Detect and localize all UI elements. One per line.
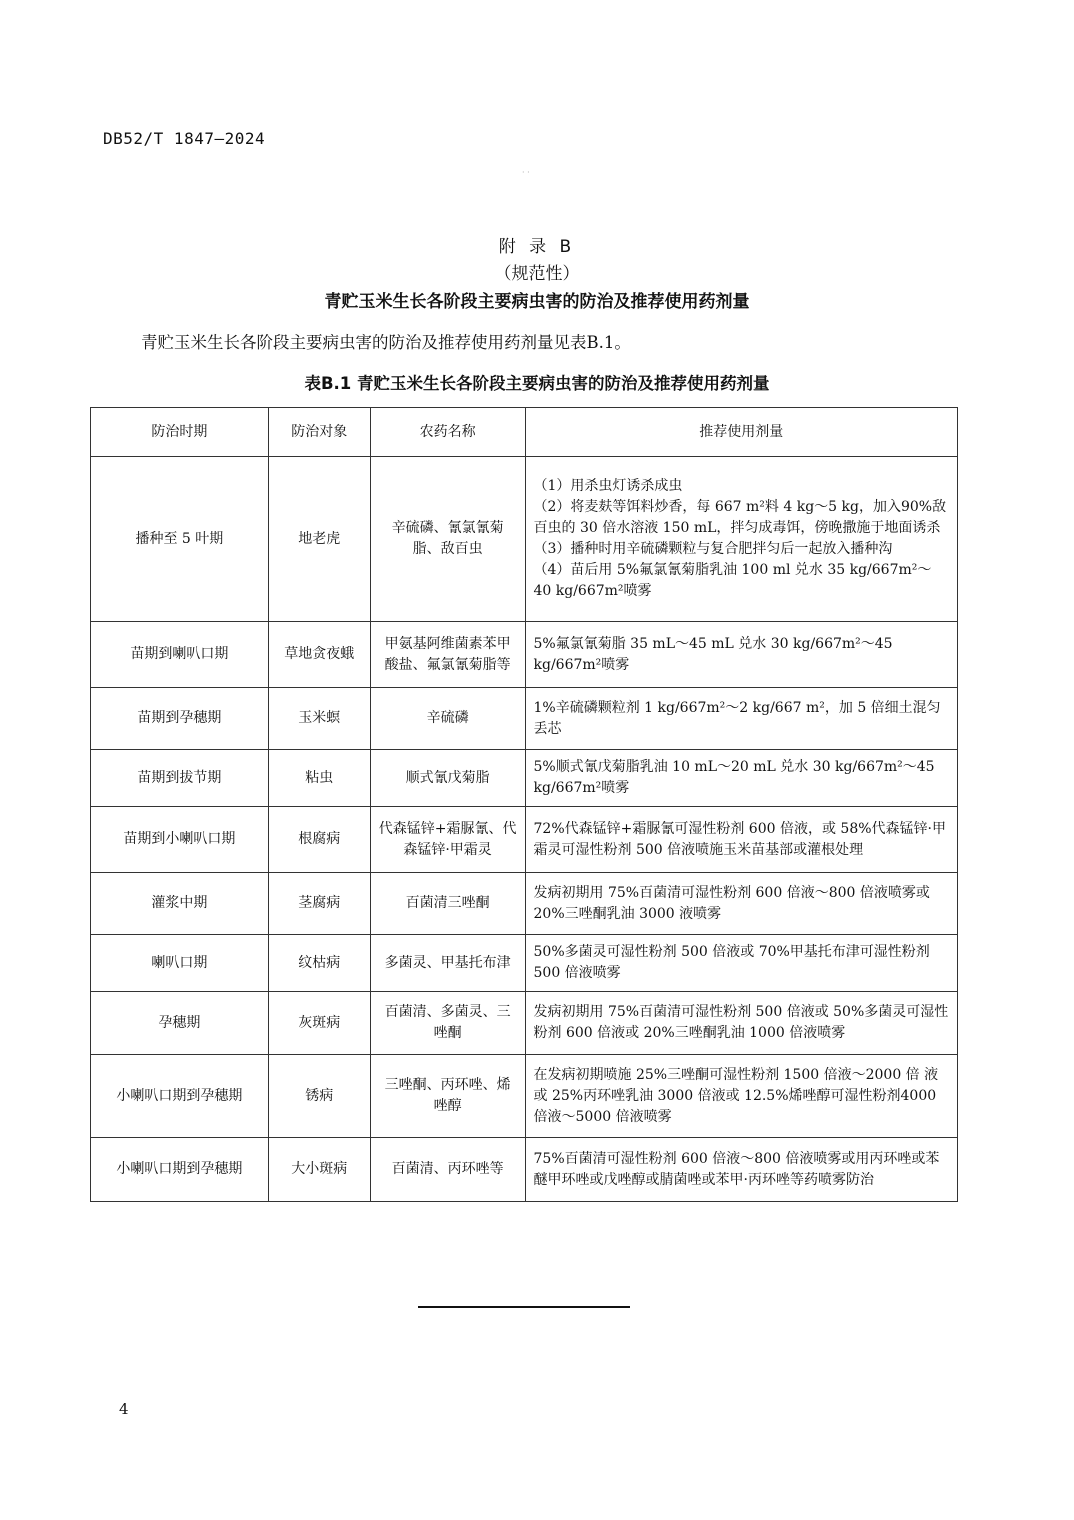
cell-period: 喇叭口期	[91, 935, 269, 992]
table-row	[91, 873, 958, 935]
table-row	[91, 750, 958, 807]
end-line	[418, 1306, 630, 1308]
cell-pesticide: 甲氨基阿维菌素苯甲酸盐、氟氯氰菊脂等	[370, 622, 525, 688]
table-header-row	[91, 408, 958, 457]
cell-pesticide: 百菌清三唑酮	[370, 873, 525, 935]
dose-line: （2）将麦麸等饵料炒香，每 667 m²料 4 kg～5 kg，加入90%敌百虫的 30 倍水溶液 150 mL，拌匀成毒饵，傍晚撒施于地面诱杀	[533, 499, 947, 536]
dose-line: 50%多菌灵可湿性粉剂 500 倍液或 70%甲基托布津可湿性粉剂 500 倍液喷雾	[533, 944, 930, 981]
cell-dose	[525, 688, 958, 750]
cell-target: 大小斑病	[268, 1138, 370, 1202]
cell-dose	[525, 873, 958, 935]
table-row	[91, 935, 958, 992]
cell-period: 苗期到孕穗期	[91, 688, 269, 750]
cell-pesticide: 百菌清、丙环唑等	[370, 1138, 525, 1202]
header-mark: · ·	[522, 168, 530, 177]
cell-target: 草地贪夜蛾	[268, 622, 370, 688]
page-number: 4	[119, 1400, 129, 1418]
dose-line: （1）用杀虫灯诱杀成虫	[533, 478, 683, 494]
standard-code: DB52/T 1847—2024	[103, 129, 266, 148]
intro-paragraph: 青贮玉米生长各阶段主要病虫害的防治及推荐使用药剂量见表B.1。	[141, 333, 631, 352]
cell-dose	[525, 1055, 958, 1138]
cell-pesticide: 辛硫磷	[370, 688, 525, 750]
cell-pesticide: 顺式氰戊菊脂	[370, 750, 525, 807]
cell-target: 锈病	[268, 1055, 370, 1138]
table-row	[91, 1138, 958, 1202]
dose-line: 75%百菌清可湿性粉剂 600 倍液～800 倍液喷雾或用丙环唑或苯醚甲环唑或戊唑醇或腈菌唑或苯甲·丙环唑等药喷雾防治	[533, 1150, 940, 1188]
header-pesticide: 农药名称	[370, 408, 525, 457]
cell-period: 播种至 5 叶期	[91, 457, 269, 622]
cell-period: 小喇叭口期到孕穗期	[91, 1138, 269, 1202]
header-dose: 推荐使用剂量	[525, 408, 958, 457]
cell-pesticide: 三唑酮、丙环唑、烯唑醇	[370, 1055, 525, 1138]
cell-period: 孕穗期	[91, 992, 269, 1055]
cell-target: 根腐病	[268, 807, 370, 873]
cell-dose	[525, 1138, 958, 1202]
cell-dose	[525, 807, 958, 873]
table-row	[91, 992, 958, 1055]
cell-pesticide: 百菌清、多菌灵、三唑酮	[370, 992, 525, 1055]
appendix-title: 青贮玉米生长各阶段主要病虫害的防治及推荐使用药剂量	[324, 292, 750, 312]
cell-target: 玉米螟	[268, 688, 370, 750]
cell-target: 茎腐病	[268, 873, 370, 935]
dose-line: 1%辛硫磷颗粒剂 1 kg/667m²～2 kg/667 m²，加 5 倍细土混匀丢芯	[533, 699, 941, 737]
cell-dose	[525, 750, 958, 807]
cell-target: 地老虎	[268, 457, 370, 622]
table-row	[91, 807, 958, 873]
dose-line: 在发病初期喷施 25%三唑酮可湿性粉剂 1500 倍液～2000 倍 液或 25%丙环唑乳油 3000 倍液或 12.5%烯唑醇可湿性粉剂4000 倍液～5000 倍液喷雾	[533, 1066, 939, 1125]
cell-target: 粘虫	[268, 750, 370, 807]
dose-line: 5%氟氯氰菊脂 35 mL～45 mL 兑水 30 kg/667m²～45 kg/667m²喷雾	[533, 635, 893, 673]
pest-control-table	[90, 407, 958, 1202]
dose-line: （4）苗后用 5%氟氯氰菊脂乳油 100 ml 兑水 35 kg/667m²～40 kg/667m²喷雾	[533, 562, 932, 599]
dose-line: 72%代森锰锌+霜脲氰可湿性粉剂 600 倍液，或 58%代森锰锌·甲霜灵可湿性粉剂 500 倍液喷施玉米苗基部或灌根处理	[533, 820, 946, 858]
header-target: 防治对象	[268, 408, 370, 457]
dose-line: 发病初期用 75%百菌清可湿性粉剂 500 倍液或 50%多菌灵可湿性粉剂 600 倍液或 20%三唑酮乳油 1000 倍液喷雾	[533, 1004, 949, 1041]
dose-line: （3）播种时用辛硫磷颗粒与复合肥拌匀后一起放入播种沟	[533, 541, 893, 557]
table-caption: 表B.1 青贮玉米生长各阶段主要病虫害的防治及推荐使用药剂量	[304, 374, 770, 393]
table-row	[91, 622, 958, 688]
appendix-label: 附 录 B	[498, 237, 576, 257]
cell-target: 灰斑病	[268, 992, 370, 1055]
cell-target: 纹枯病	[268, 935, 370, 992]
cell-dose	[525, 992, 958, 1055]
cell-period: 小喇叭口期到孕穗期	[91, 1055, 269, 1138]
table-row	[91, 688, 958, 750]
cell-dose	[525, 457, 958, 622]
appendix-nature: （规范性）	[494, 264, 580, 284]
header-period: 防治时期	[91, 408, 269, 457]
cell-period: 灌浆中期	[91, 873, 269, 935]
cell-dose	[525, 935, 958, 992]
cell-pesticide: 辛硫磷、氰氯氰菊脂、敌百虫	[370, 457, 525, 622]
cell-period: 苗期到拔节期	[91, 750, 269, 807]
cell-period: 苗期到喇叭口期	[91, 622, 269, 688]
dose-line: 发病初期用 75%百菌清可湿性粉剂 600 倍液～800 倍液喷雾或 20%三唑酮乳油 3000 液喷雾	[533, 884, 930, 922]
cell-pesticide: 多菌灵、甲基托布津	[370, 935, 525, 992]
table-row	[91, 457, 958, 622]
dose-line: 5%顺式氰戊菊脂乳油 10 mL～20 mL 兑水 30 kg/667m²～45 kg/667m²喷雾	[533, 759, 935, 796]
cell-period: 苗期到小喇叭口期	[91, 807, 269, 873]
cell-dose	[525, 622, 958, 688]
cell-pesticide: 代森锰锌+霜脲氰、代森锰锌·甲霜灵	[370, 807, 525, 873]
table-row	[91, 1055, 958, 1138]
